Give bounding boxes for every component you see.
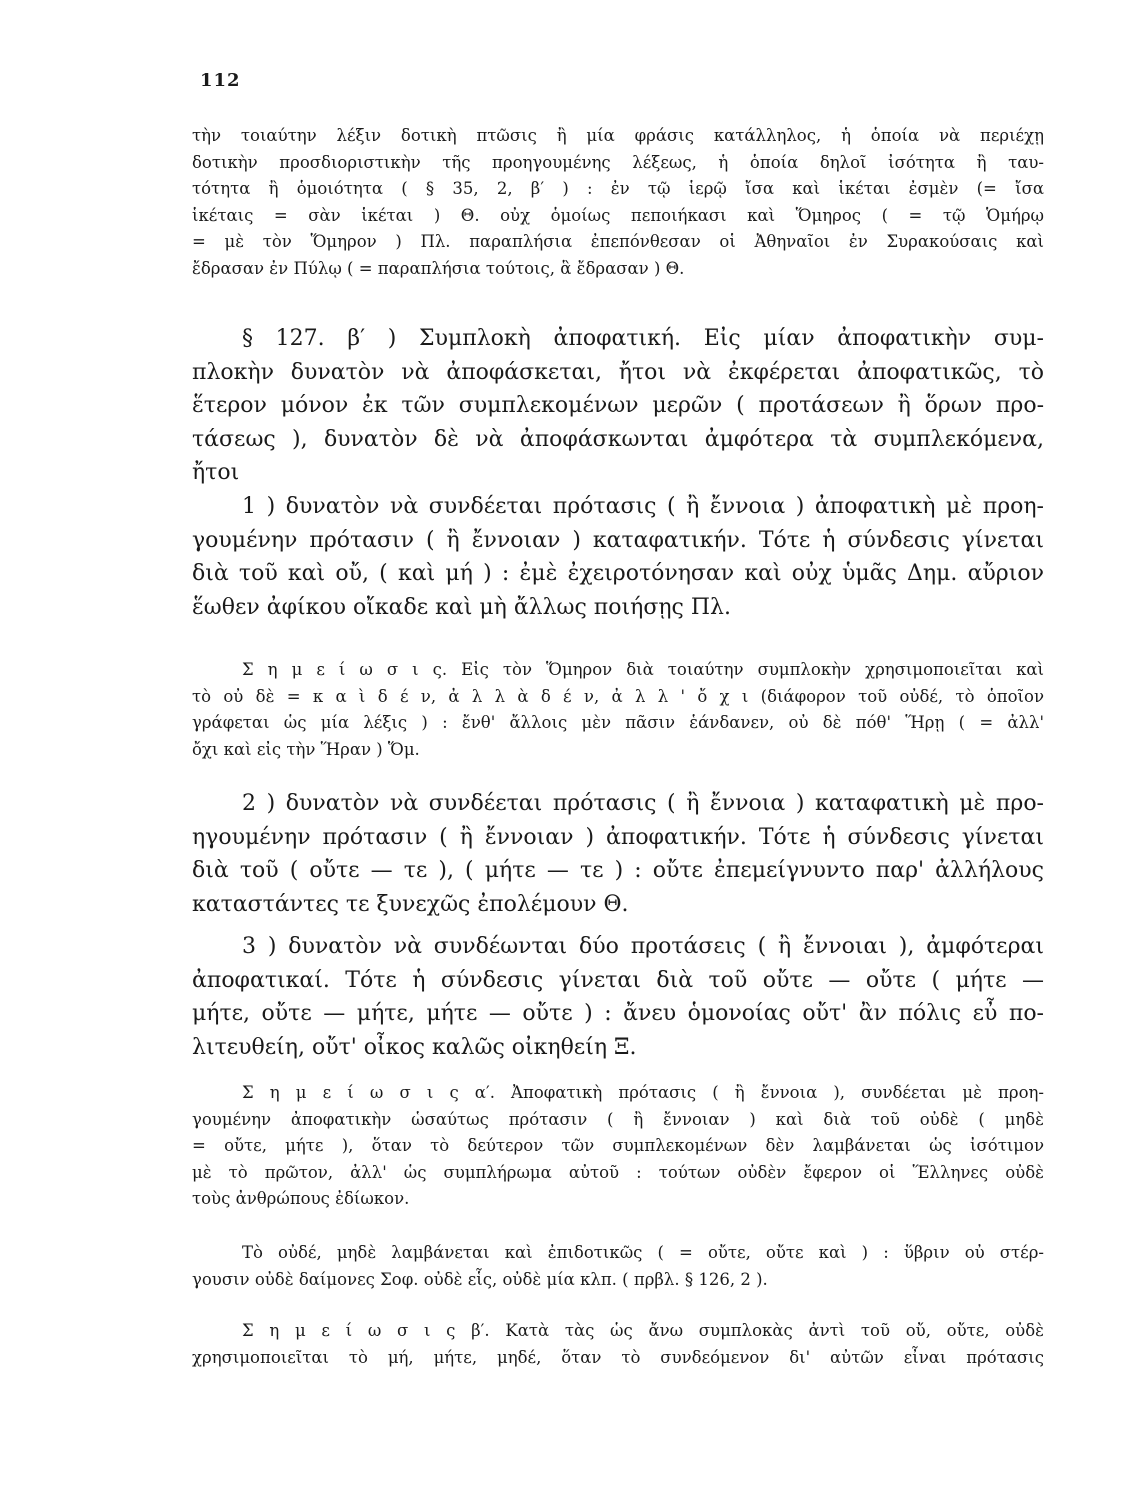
item-2 — [192, 787, 1044, 921]
note-1 — [192, 657, 1044, 763]
text-line: λιτευθείη, οὔτ' οἶκος καλῶς οἰκηθείη Ξ. — [192, 1034, 637, 1060]
text-line: διὰ τοῦ ( οὔτε — τε ), ( μήτε — τε ) : οὔτε ἐπεμείγνυντο παρ' ἀλλήλους — [192, 858, 1044, 883]
text-line: τοὺς ἀνθρώπους ἐδίωκον. — [192, 1189, 410, 1208]
text-line: τὸ οὐ δὲ = κ α ὶ δ έ ν, ἀ λ λ ὰ δ έ ν, ἀ λ λ ' ὄ χ ι (διάφορον τοῦ οὐδέ, τὸ ὁποῖον — [192, 686, 1044, 706]
text-line: τότητα ἢ ὁμοιότητα ( § 35, 2, β′ ) : ἐν τῷ ἱερῷ ἴσα καὶ ἱκέται ἐσμὲν (= ἴσα — [192, 179, 1044, 198]
note-c — [192, 1318, 1044, 1371]
text-line: ἤτοι — [192, 460, 240, 485]
text-line: 2 ) δυνατὸν νὰ συνδέεται πρότασις ( ἢ ἔννοια ) καταφατικὴ μὲ προ- — [242, 791, 1044, 816]
text-line: ἱκέταις = σὰν ἱκέται ) Θ. οὐχ ὁμοίως πεποιήκασι καὶ Ὅμηρος ( = τῷ Ὁμήρῳ — [192, 205, 1044, 225]
text-line: γουμένην πρότασιν ( ἢ ἔννοιαν ) καταφατικήν. Τότε ἡ σύνδεσις γίνεται — [192, 527, 1044, 553]
text-line: Σ η μ ε ί ω σ ι ς β′. Κατὰ τὰς ὡς ἄνω συμπλοκὰς ἀντὶ τοῦ οὔ, οὔτε, οὐδὲ — [242, 1321, 1044, 1340]
section-127 — [192, 322, 1044, 490]
text-line: γουμένην ἀποφατικὴν ὡσαύτως πρότασιν ( ἢ ἔννοιαν ) καὶ διὰ τοῦ οὐδὲ ( μηδὲ — [192, 1109, 1044, 1129]
text-line: γουσιν οὐδὲ δαίμονες Σοφ. οὐδὲ εἷς, οὐδὲ μία κλπ. ( πρβλ. § 126, 2 ). — [192, 1269, 768, 1289]
text-line: 3 ) δυνατὸν νὰ συνδέωνται δύο προτάσεις ( ἢ ἔννοιαι ), ἀμφότεραι — [242, 934, 1044, 959]
text-line: Σ η μ ε ί ω σ ι ς. Εἰς τὸν Ὅμηρον διὰ τοιαύτην συμπλοκὴν χρησιμοποιεῖται καὶ — [242, 660, 1044, 679]
text-line: ἕτερον μόνον ἐκ τῶν συμπλεκομένων μερῶν ( προτάσεων ἢ ὅρων προ- — [192, 393, 1044, 418]
text-line: ὄχι καὶ εἰς τὴν Ἥραν ) Ὅμ. — [192, 739, 420, 759]
text-line: = μὲ τὸν Ὅμηρον ) Πλ. παραπλήσια ἐπεπόνθεσαν οἱ Ἀθηναῖοι ἐν Συρακούσαις καὶ — [192, 232, 1044, 251]
text-line: ηγουμένην πρότασιν ( ἢ ἔννοιαν ) ἀποφατικήν. Τότε ἡ σύνδεσις γίνεται — [192, 824, 1044, 850]
text-line: μὲ τὸ πρῶτον, ἀλλ' ὡς συμπλήρωμα αὐτοῦ : τούτων οὐδὲν ἔφερον οἱ Ἕλληνες οὐδὲ — [192, 1162, 1044, 1182]
text-line: Σ η μ ε ί ω σ ι ς α′. Ἀποφατικὴ πρότασις ( ἢ ἔννοια ), συνδέεται μὲ προη- — [242, 1083, 1044, 1102]
text-line: 1 ) δυνατὸν νὰ συνδέεται πρότασις ( ἢ ἔννοια ) ἀποφατικὴ μὲ προη- — [242, 494, 1044, 519]
note-a — [192, 1080, 1044, 1213]
text-line: ἀποφατικαί. Τότε ἡ σύνδεσις γίνεται διὰ τοῦ οὔτε — οὔτε ( μήτε — — [192, 967, 1044, 993]
text-line: μήτε, οὔτε — μήτε, μήτε — οὔτε ) : ἄνευ ὁμονοίας οὔτ' ἂν πόλις εὖ πο- — [192, 1001, 1044, 1026]
paragraph-ending — [192, 123, 1044, 282]
text-line: Τὸ οὐδέ, μηδὲ λαμβάνεται καὶ ἐπιδοτικῶς ( = οὔτε, οὔτε καὶ ) : ὕβριν οὐ στέρ- — [242, 1243, 1044, 1262]
text-line: πλοκὴν δυνατὸν νὰ ἀποφάσκεται, ἤτοι νὰ ἐκφέρεται ἀποφατικῶς, τὸ — [192, 359, 1044, 385]
text-line: γράφεται ὡς μία λέξις ) : ἔνθ' ἄλλοις μὲν πᾶσιν ἑάνδανεν, οὐ δὲ πόθ' Ἥρῃ ( = ἀλλ' — [192, 713, 1044, 732]
item-1 — [192, 490, 1044, 624]
text-line: ἔδρασαν ἐν Πύλῳ ( = παραπλήσια τούτοις, ἃ ἔδρασαν ) Θ. — [192, 258, 685, 278]
section-heading-line: § 127. β′ ) Συμπλοκὴ ἀποφατική. Εἰς μίαν ἀποφατικὴν συμ- — [242, 326, 1044, 351]
note-b — [192, 1240, 1044, 1293]
text-line: = οὔτε, μήτε ), ὅταν τὸ δεύτερον τῶν συμπλεκομένων δὲν λαμβάνεται ὡς ἰσότιμον — [192, 1136, 1044, 1155]
item-3 — [192, 930, 1044, 1064]
text-line: χρησιμοποιεῖται τὸ μή, μήτε, μηδέ, ὅταν τὸ συνδεόμενον δι' αὐτῶν εἶναι πρότασις — [192, 1347, 1044, 1367]
text-line: τάσεως ), δυνατὸν δὲ νὰ ἀποφάσκωνται ἀμφότερα τὰ συμπλεκόμενα, — [192, 426, 1044, 452]
text-line: καταστάντες τε ξυνεχῶς ἐπολέμουν Θ. — [192, 891, 629, 917]
text-line: ἕωθεν ἀφίκου οἴκαδε καὶ μὴ ἄλλως ποιήσῃς Πλ. — [192, 594, 731, 620]
text-line: δοτικὴν προσδιοριστικὴν τῆς προηγουμένης λέξεως, ἡ ὁποία δηλοῖ ἰσότητα ἢ ταυ- — [192, 152, 1044, 172]
text-line: διὰ τοῦ καὶ οὔ, ( καὶ μή ) : ἐμὲ ἐχειροτόνησαν καὶ οὐχ ὑμᾶς Δημ. αὔριον — [192, 561, 1044, 586]
text-line: τὴν τοιαύτην λέξιν δοτικὴ πτῶσις ἢ μία φράσις κατάλληλος, ἡ ὁποία νὰ περιέχῃ — [192, 126, 1044, 145]
page-number: 112 — [200, 70, 241, 91]
